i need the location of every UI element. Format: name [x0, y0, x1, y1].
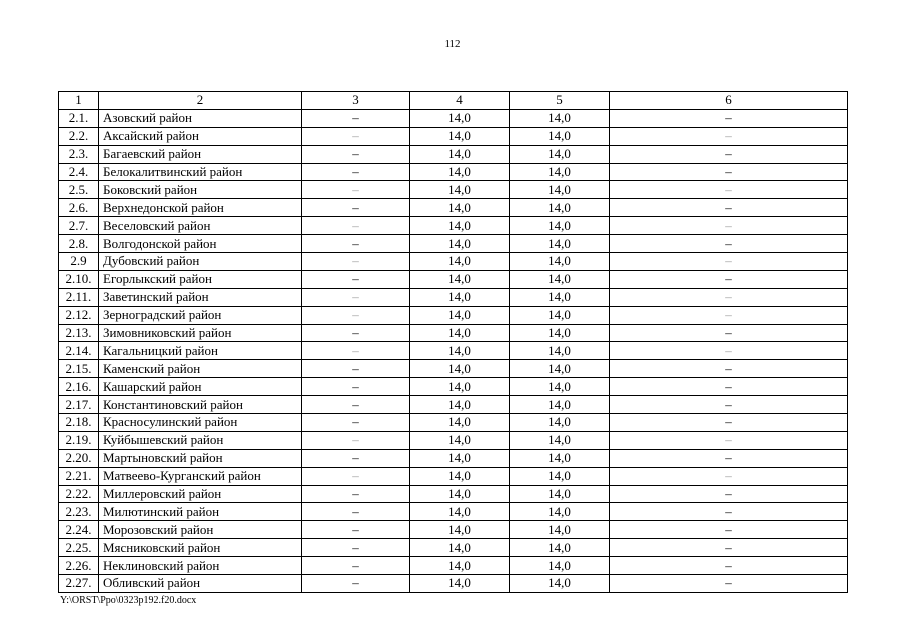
footer-file-path: Y:\ORST\Ppo\0323p192.f20.docx — [60, 595, 197, 606]
col-4-value: 14,0 — [410, 288, 510, 306]
table-row — [59, 324, 848, 342]
col-4-value: 14,0 — [410, 575, 510, 593]
col-5-value: 14,0 — [510, 163, 610, 181]
col-6-value: – — [610, 342, 848, 360]
col-3-value: – — [302, 199, 410, 217]
district-name: Багаевский район — [99, 145, 302, 163]
col-4-value: 14,0 — [410, 109, 510, 127]
col-6-value: – — [610, 288, 848, 306]
table-row — [59, 109, 848, 127]
col-3-value: – — [302, 288, 410, 306]
table-row — [59, 127, 848, 145]
table-row — [59, 467, 848, 485]
district-name: Неклиновский район — [99, 557, 302, 575]
col-4-value: 14,0 — [410, 270, 510, 288]
col-5-value: 14,0 — [510, 288, 610, 306]
district-name: Заветинский район — [99, 288, 302, 306]
col-4-value: 14,0 — [410, 414, 510, 432]
table-row — [59, 253, 848, 271]
col-5-value: 14,0 — [510, 449, 610, 467]
col-4-value: 14,0 — [410, 431, 510, 449]
col-4-value: 14,0 — [410, 396, 510, 414]
row-number: 2.11. — [59, 288, 99, 306]
district-name: Кашарский район — [99, 378, 302, 396]
col-5-value: 14,0 — [510, 485, 610, 503]
col-6-value: – — [610, 575, 848, 593]
col-5-value: 14,0 — [510, 306, 610, 324]
col-4-value: 14,0 — [410, 127, 510, 145]
row-number: 2.21. — [59, 467, 99, 485]
district-name: Дубовский район — [99, 253, 302, 271]
col-5-value: 14,0 — [510, 414, 610, 432]
col-5-value: 14,0 — [510, 181, 610, 199]
district-name: Матвеево-Курганский район — [99, 467, 302, 485]
district-name: Милютинский район — [99, 503, 302, 521]
district-name: Аксайский район — [99, 127, 302, 145]
col-4-value: 14,0 — [410, 342, 510, 360]
col-3-value: – — [302, 127, 410, 145]
row-number: 2.15. — [59, 360, 99, 378]
district-name: Мясниковский район — [99, 539, 302, 557]
table-row — [59, 485, 848, 503]
row-number: 2.19. — [59, 431, 99, 449]
col-6-value: – — [610, 539, 848, 557]
col-5-value: 14,0 — [510, 199, 610, 217]
col-4-value: 14,0 — [410, 539, 510, 557]
col-4-value: 14,0 — [410, 467, 510, 485]
header-col-5: 5 — [510, 92, 610, 110]
header-col-3: 3 — [302, 92, 410, 110]
row-number: 2.10. — [59, 270, 99, 288]
col-4-value: 14,0 — [410, 253, 510, 271]
district-name: Миллеровский район — [99, 485, 302, 503]
district-name: Обливский район — [99, 575, 302, 593]
col-5-value: 14,0 — [510, 557, 610, 575]
col-5-value: 14,0 — [510, 539, 610, 557]
col-4-value: 14,0 — [410, 163, 510, 181]
col-3-value: – — [302, 235, 410, 253]
col-6-value: – — [610, 181, 848, 199]
col-5-value: 14,0 — [510, 127, 610, 145]
table-row — [59, 539, 848, 557]
row-number: 2.2. — [59, 127, 99, 145]
col-6-value: – — [610, 378, 848, 396]
header-col-4: 4 — [410, 92, 510, 110]
row-number: 2.7. — [59, 217, 99, 235]
col-3-value: – — [302, 253, 410, 271]
header-col-2: 2 — [99, 92, 302, 110]
district-name: Куйбышевский район — [99, 431, 302, 449]
col-5-value: 14,0 — [510, 235, 610, 253]
col-6-value: – — [610, 521, 848, 539]
col-3-value: – — [302, 539, 410, 557]
row-number: 2.18. — [59, 414, 99, 432]
col-3-value: – — [302, 503, 410, 521]
col-5-value: 14,0 — [510, 521, 610, 539]
col-6-value: – — [610, 270, 848, 288]
table-row — [59, 217, 848, 235]
col-4-value: 14,0 — [410, 503, 510, 521]
district-name: Азовский район — [99, 109, 302, 127]
col-5-value: 14,0 — [510, 360, 610, 378]
col-6-value: – — [610, 414, 848, 432]
district-name: Красносулинский район — [99, 414, 302, 432]
table-row — [59, 557, 848, 575]
col-6-value: – — [610, 306, 848, 324]
district-name: Морозовский район — [99, 521, 302, 539]
row-number: 2.9 — [59, 253, 99, 271]
district-name: Верхнедонской район — [99, 199, 302, 217]
col-6-value: – — [610, 467, 848, 485]
table-row — [59, 449, 848, 467]
col-6-value: – — [610, 145, 848, 163]
col-4-value: 14,0 — [410, 145, 510, 163]
row-number: 2.12. — [59, 306, 99, 324]
col-3-value: – — [302, 449, 410, 467]
table-row — [59, 288, 848, 306]
table-row — [59, 378, 848, 396]
table-header-row — [59, 92, 848, 110]
row-number: 2.13. — [59, 324, 99, 342]
col-6-value: – — [610, 449, 848, 467]
row-number: 2.6. — [59, 199, 99, 217]
table-row — [59, 431, 848, 449]
col-5-value: 14,0 — [510, 396, 610, 414]
row-number: 2.8. — [59, 235, 99, 253]
table-row — [59, 503, 848, 521]
col-4-value: 14,0 — [410, 485, 510, 503]
row-number: 2.20. — [59, 449, 99, 467]
col-3-value: – — [302, 431, 410, 449]
col-3-value: – — [302, 575, 410, 593]
col-3-value: – — [302, 485, 410, 503]
table-row — [59, 396, 848, 414]
col-3-value: – — [302, 342, 410, 360]
row-number: 2.16. — [59, 378, 99, 396]
row-number: 2.17. — [59, 396, 99, 414]
col-3-value: – — [302, 306, 410, 324]
table-row — [59, 199, 848, 217]
row-number: 2.25. — [59, 539, 99, 557]
table-row — [59, 575, 848, 593]
table-row — [59, 414, 848, 432]
row-number: 2.27. — [59, 575, 99, 593]
col-3-value: – — [302, 109, 410, 127]
table-row — [59, 360, 848, 378]
col-6-value: – — [610, 485, 848, 503]
col-4-value: 14,0 — [410, 378, 510, 396]
row-number: 2.5. — [59, 181, 99, 199]
district-name: Мартыновский район — [99, 449, 302, 467]
district-table — [58, 91, 848, 593]
row-number: 2.24. — [59, 521, 99, 539]
col-4-value: 14,0 — [410, 521, 510, 539]
table-body — [59, 92, 848, 593]
col-5-value: 14,0 — [510, 575, 610, 593]
table-row — [59, 306, 848, 324]
col-6-value: – — [610, 396, 848, 414]
col-5-value: 14,0 — [510, 109, 610, 127]
col-5-value: 14,0 — [510, 324, 610, 342]
col-5-value: 14,0 — [510, 431, 610, 449]
header-col-1: 1 — [59, 92, 99, 110]
col-6-value: – — [610, 360, 848, 378]
col-5-value: 14,0 — [510, 378, 610, 396]
col-3-value: – — [302, 521, 410, 539]
col-3-value: – — [302, 324, 410, 342]
page-number: 112 — [444, 38, 461, 50]
table-row — [59, 342, 848, 360]
col-4-value: 14,0 — [410, 360, 510, 378]
col-5-value: 14,0 — [510, 217, 610, 235]
col-3-value: – — [302, 360, 410, 378]
col-6-value: – — [610, 253, 848, 271]
col-6-value: – — [610, 324, 848, 342]
row-number: 2.23. — [59, 503, 99, 521]
table-row — [59, 163, 848, 181]
row-number: 2.14. — [59, 342, 99, 360]
col-3-value: – — [302, 270, 410, 288]
col-3-value: – — [302, 557, 410, 575]
col-5-value: 14,0 — [510, 270, 610, 288]
col-5-value: 14,0 — [510, 253, 610, 271]
district-name: Зимовниковский район — [99, 324, 302, 342]
col-6-value: – — [610, 163, 848, 181]
col-6-value: – — [610, 217, 848, 235]
district-name: Волгодонской район — [99, 235, 302, 253]
district-name: Егорлыкский район — [99, 270, 302, 288]
district-name: Константиновский район — [99, 396, 302, 414]
col-3-value: – — [302, 414, 410, 432]
col-4-value: 14,0 — [410, 449, 510, 467]
col-5-value: 14,0 — [510, 503, 610, 521]
row-number: 2.26. — [59, 557, 99, 575]
col-4-value: 14,0 — [410, 181, 510, 199]
row-number: 2.1. — [59, 109, 99, 127]
col-6-value: – — [610, 503, 848, 521]
table-row — [59, 235, 848, 253]
col-3-value: – — [302, 396, 410, 414]
header-col-6: 6 — [610, 92, 848, 110]
col-6-value: – — [610, 235, 848, 253]
col-6-value: – — [610, 199, 848, 217]
col-5-value: 14,0 — [510, 467, 610, 485]
table-row — [59, 521, 848, 539]
district-name: Кагальницкий район — [99, 342, 302, 360]
col-3-value: – — [302, 467, 410, 485]
col-4-value: 14,0 — [410, 199, 510, 217]
col-5-value: 14,0 — [510, 342, 610, 360]
district-name: Зерноградский район — [99, 306, 302, 324]
district-name: Боковский район — [99, 181, 302, 199]
district-name: Веселовский район — [99, 217, 302, 235]
col-6-value: – — [610, 431, 848, 449]
row-number: 2.22. — [59, 485, 99, 503]
col-3-value: – — [302, 163, 410, 181]
row-number: 2.4. — [59, 163, 99, 181]
col-3-value: – — [302, 378, 410, 396]
col-6-value: – — [610, 557, 848, 575]
col-4-value: 14,0 — [410, 324, 510, 342]
col-5-value: 14,0 — [510, 145, 610, 163]
col-3-value: – — [302, 145, 410, 163]
row-number: 2.3. — [59, 145, 99, 163]
col-4-value: 14,0 — [410, 217, 510, 235]
col-6-value: – — [610, 127, 848, 145]
col-4-value: 14,0 — [410, 557, 510, 575]
table-row — [59, 145, 848, 163]
col-4-value: 14,0 — [410, 235, 510, 253]
col-4-value: 14,0 — [410, 306, 510, 324]
district-name: Белокалитвинский район — [99, 163, 302, 181]
col-3-value: – — [302, 181, 410, 199]
col-6-value: – — [610, 109, 848, 127]
district-name: Каменский район — [99, 360, 302, 378]
table-row — [59, 181, 848, 199]
col-3-value: – — [302, 217, 410, 235]
table-row — [59, 270, 848, 288]
